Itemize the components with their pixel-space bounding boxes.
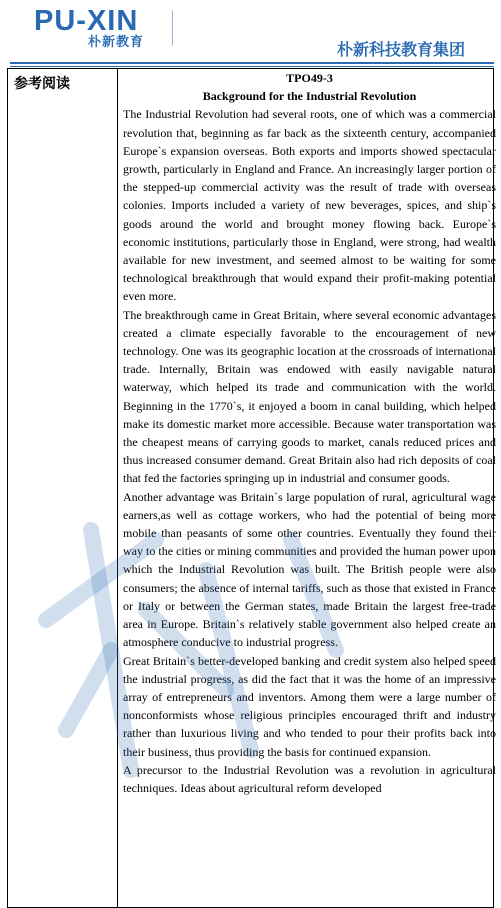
logo-text: PU-XIN	[34, 5, 139, 37]
paragraph-1: The Industrial Revolution had several roots, one of which was a commercial revolution that, beginning as far back as the sixteenth century, accompanied Europe`s expansion overseas. Both exports and imports showed spectacular growth, particularly in England and France. An increasingly larger portion of the stepped-up commercial activity was the result of trade with overseas colonies. Imports included a variety of new beverages, spices, and ship`s goods around the world and brought money flowing back. Europe`s economic institutions, particularly those in England, were strong, had wealth available for new investment, and seemed almost to be waiting for some technological breakthrough that would expand their profit-making potential even more.	[123, 107, 496, 304]
section-label: 参考阅读	[14, 76, 70, 92]
logo-subtext: 朴新教育	[88, 35, 145, 50]
passage-code: TPO49-3	[286, 71, 333, 85]
puxin-logo	[34, 6, 164, 50]
company-name: 朴新科技教育集团	[336, 40, 465, 59]
reading-table	[7, 68, 494, 908]
passage-content	[123, 69, 496, 797]
paragraph-2: The breakthrough came in Great Britain, where several economic advantages created a climate especially favorable to the encouragement of new technology. One was its geographic location at the crossroads of international trade. Internally, Britain was endowed with easily navigable natural waterway, which helped its trade and communication with the world. Beginning in the 1770`s, it enjoyed a boom in canal building, which helped make its domestic market more accessible. Because water transportation was the cheapest means of carrying goods to market, canals reduced prices and thus increased consumer demand. Great Britain also had rich deposits of coal that fed the factories springing up in industrial and consumer goods.	[123, 307, 496, 486]
paragraph-3: Another advantage was Britain`s large population of rural, agricultural wage earners,as well as cottage workers, who had the potential of being more mobile than peasants of some other countries. Eventually they found their way to the cities or mining communities and provided the human power upon which the Industrial Revolution was built. The British people were also consumers; the absence of internal tariffs, such as those that existed in France or Italy or between the German states, made Britain the largest free-trade area in Europe. Britain`s relatively stable government also helped create an atmosphere conducive to industrial progress.	[123, 489, 496, 650]
column-divider	[117, 69, 118, 907]
paragraph-4: Great Britain`s better-developed banking and credit system also helped speed the industrial progress, as did the fact that it was the home of an impressive array of entrepreneurs and inventors. Among them were a large number of nonconformists whose religious principles encouraged thrift and industry rather than luxurious living and who tended to pour their profits back into their business, thus providing the basis for continued expansion.	[123, 653, 496, 759]
page-header	[0, 0, 501, 66]
header-rule-thin	[10, 66, 494, 67]
header-rule-thick	[10, 62, 494, 64]
paragraph-5: A precursor to the Industrial Revolution was a revolution in agricultural techniques. Ideas about agricultural reform developed	[123, 762, 496, 795]
logo-divider	[172, 10, 173, 46]
passage-title: Background for the Industrial Revolution	[202, 89, 417, 104]
